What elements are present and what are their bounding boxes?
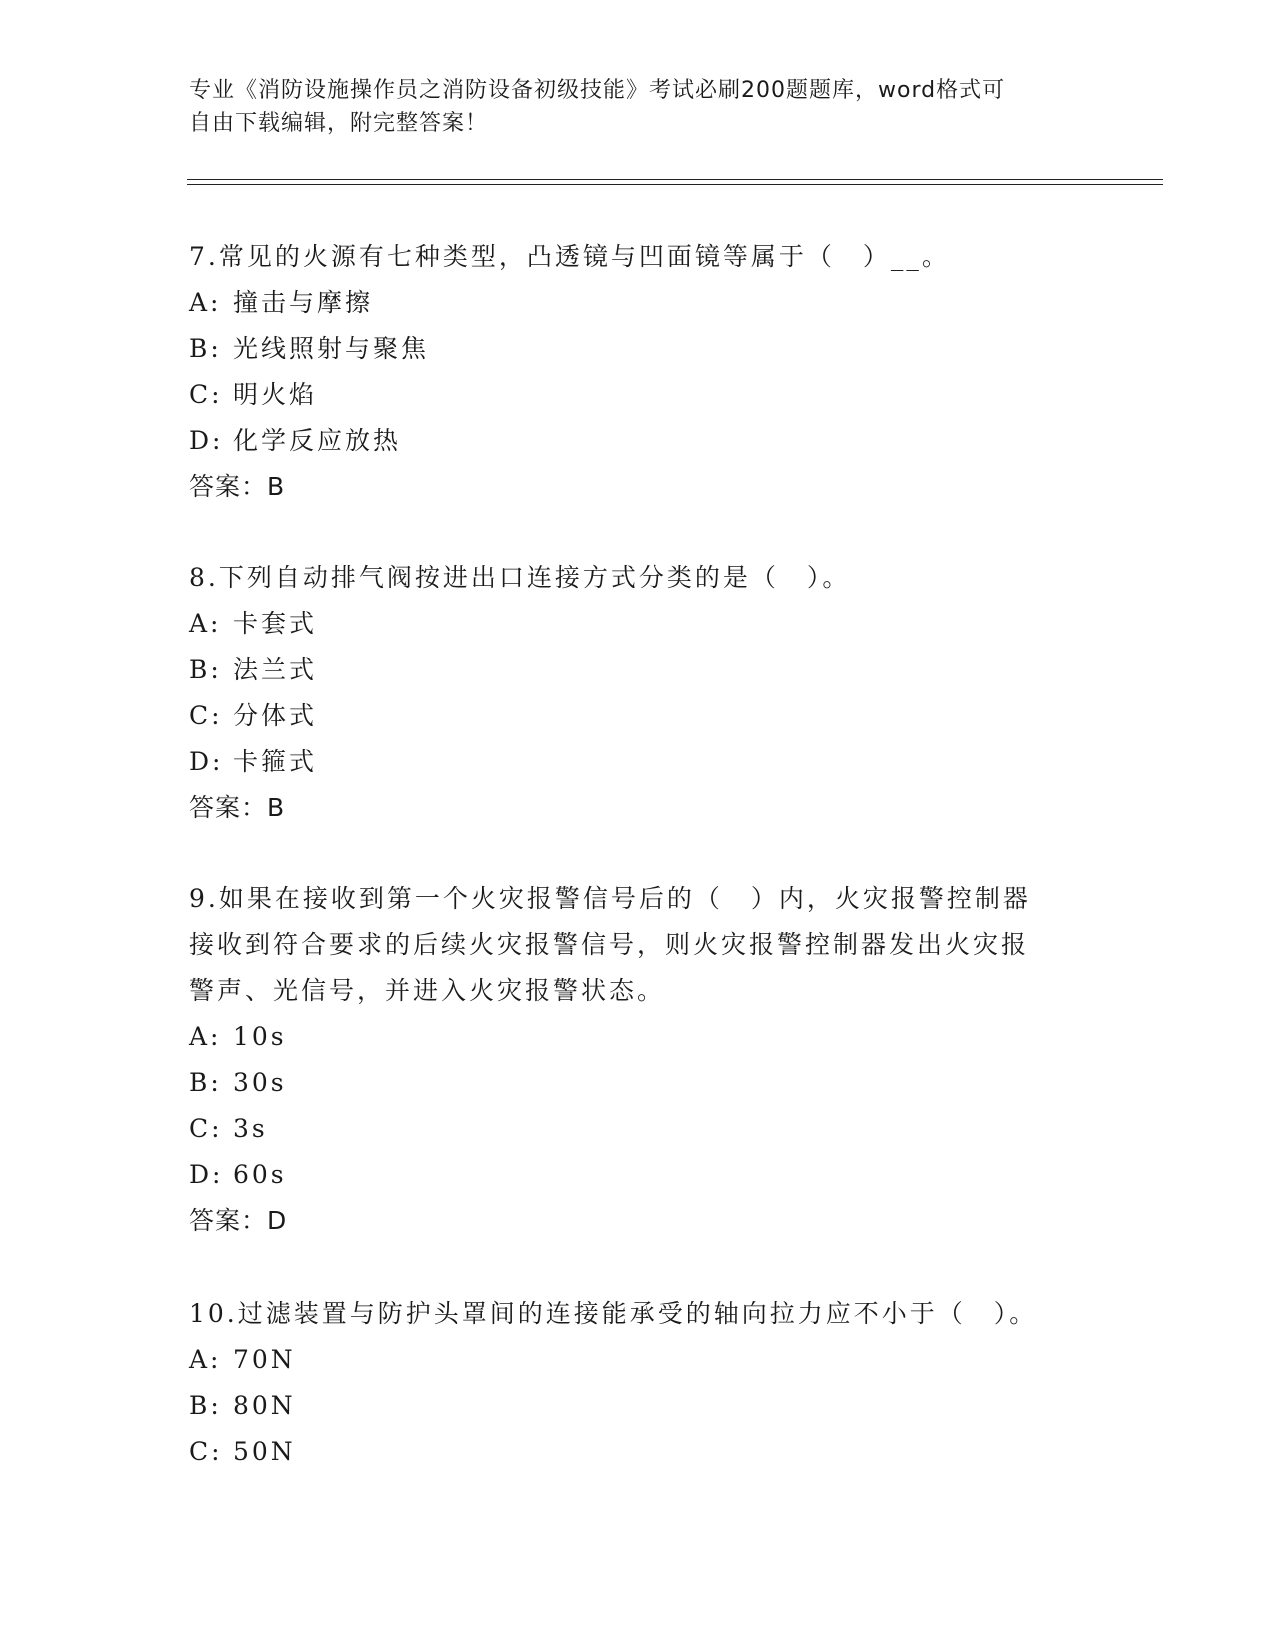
stem-line: 8.下列自动排气阀按进出口连接方式分类的是（ ）。 <box>189 563 851 592</box>
question-8 <box>189 555 1069 831</box>
option-key: D: <box>189 747 224 776</box>
option-d <box>189 739 1069 785</box>
option-key: A: <box>189 609 222 638</box>
header-divider-top <box>187 179 1163 180</box>
stem-line: 9.如果在接收到第一个火灾报警信号后的（ ）内，火灾报警控制器 <box>189 884 1031 913</box>
option-a <box>189 1337 1069 1383</box>
answer-text: 答案：B <box>189 472 286 501</box>
question-7 <box>189 234 1069 510</box>
option-key: D: <box>189 1160 224 1189</box>
option-key: C: <box>189 701 223 730</box>
option-key: C: <box>189 1437 223 1466</box>
question-stem <box>189 555 1069 601</box>
option-key: B: <box>189 1391 222 1420</box>
stem-line: 7.常见的火源有七种类型，凸透镜与凹面镜等属于（ ）__。 <box>189 242 950 271</box>
stem-line: 10.过滤装置与防护头罩间的连接能承受的轴向拉力应不小于（ ）。 <box>189 1299 1038 1328</box>
option-text: 明火焰 <box>233 380 318 409</box>
option-d <box>189 1152 1069 1198</box>
header-divider-bottom <box>187 184 1163 185</box>
option-text: 法兰式 <box>233 655 318 684</box>
answer-text: 答案：D <box>189 1206 288 1235</box>
option-text: 卡套式 <box>233 609 318 638</box>
option-b <box>189 326 1069 372</box>
option-key: D: <box>189 426 224 455</box>
option-key: A: <box>189 1022 222 1051</box>
question-10 <box>189 1291 1069 1475</box>
header-line: 专业《消防设施操作员之消防设备初级技能》考试必刷200题题库，word格式可 <box>189 78 1006 103</box>
option-b <box>189 1060 1069 1106</box>
question-stem <box>189 876 1069 1014</box>
option-a <box>189 601 1069 647</box>
option-text: 化学反应放热 <box>233 426 402 455</box>
option-text: 卡箍式 <box>233 747 318 776</box>
option-text: 60s <box>233 1160 287 1189</box>
option-text: 80N <box>233 1391 296 1420</box>
option-c <box>189 1429 1069 1475</box>
option-text: 70N <box>233 1345 296 1374</box>
question-stem <box>189 1291 1069 1337</box>
option-d <box>189 418 1069 464</box>
question-9 <box>189 876 1069 1244</box>
option-key: C: <box>189 1114 223 1143</box>
option-key: A: <box>189 1345 222 1374</box>
option-text: 50N <box>233 1437 296 1466</box>
option-b <box>189 647 1069 693</box>
option-text: 分体式 <box>233 701 318 730</box>
header-line: 自由下载编辑，附完整答案！ <box>189 111 489 136</box>
option-key: B: <box>189 334 222 363</box>
answer-text: 答案：B <box>189 793 286 822</box>
option-text: 10s <box>233 1022 287 1051</box>
question-stem <box>189 234 1069 280</box>
option-text: 光线照射与聚焦 <box>233 334 430 363</box>
option-key: A: <box>189 288 222 317</box>
option-text: 撞击与摩擦 <box>233 288 374 317</box>
option-b <box>189 1383 1069 1429</box>
option-c <box>189 372 1069 418</box>
option-a <box>189 280 1069 326</box>
option-key: B: <box>189 655 222 684</box>
stem-line: 接收到符合要求的后续火灾报警信号，则火灾报警控制器发出火灾报 <box>189 930 1030 959</box>
option-text: 30s <box>233 1068 287 1097</box>
document-header <box>189 74 1069 140</box>
option-key: B: <box>189 1068 222 1097</box>
stem-line: 警声、光信号，并进入火灾报警状态。 <box>189 976 666 1005</box>
option-c <box>189 1106 1069 1152</box>
option-c <box>189 693 1069 739</box>
option-key: C: <box>189 380 223 409</box>
option-text: 3s <box>233 1114 268 1143</box>
option-a <box>189 1014 1069 1060</box>
